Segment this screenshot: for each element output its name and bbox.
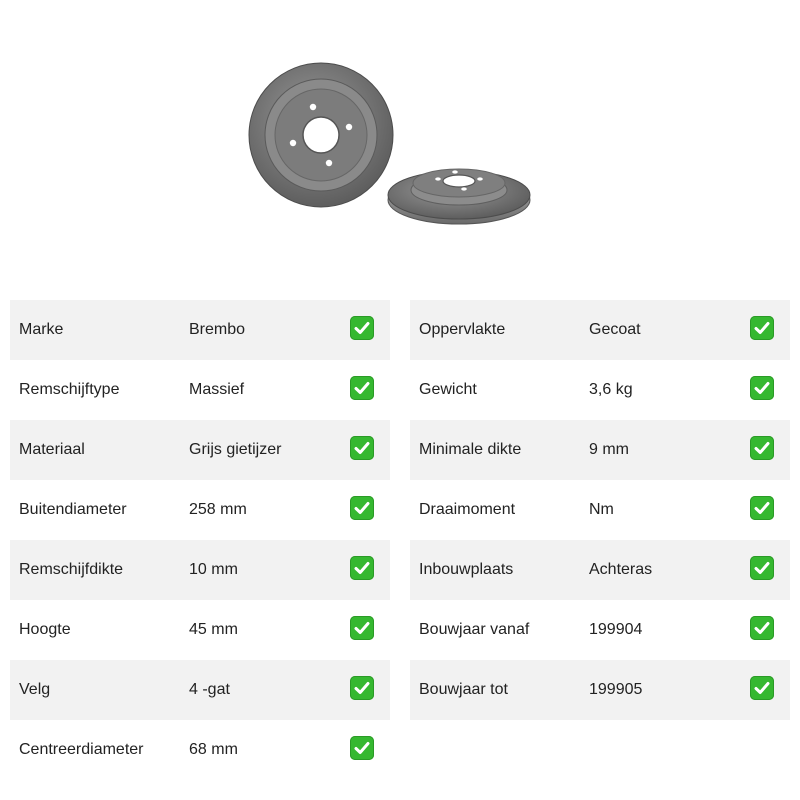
- spec-value: Nm: [589, 501, 614, 518]
- spec-label: Hoogte: [19, 621, 71, 638]
- spec-row-remschijfdikte: [10, 540, 390, 600]
- spec-label: Materiaal: [19, 441, 85, 458]
- spec-row-oppervlakte: [410, 300, 790, 360]
- spec-label: Gewicht: [419, 381, 477, 398]
- green-check-icon: [750, 436, 774, 460]
- spec-value: 10 mm: [189, 561, 238, 578]
- spec-row-marke: [10, 300, 390, 360]
- spec-row-bouwjaar-vanaf: [410, 600, 790, 660]
- spec-label: Marke: [19, 321, 64, 338]
- green-check-icon: [350, 376, 374, 400]
- spec-row-materiaal: [10, 420, 390, 480]
- spec-value: 3,6 kg: [589, 381, 633, 398]
- spec-row-inbouwplaats: [410, 540, 790, 600]
- spec-row-remschijftype: [10, 360, 390, 420]
- brake-disc-pair-icon: [240, 55, 540, 235]
- spec-label: Inbouwplaats: [419, 561, 514, 578]
- spec-label: Centreerdiameter: [19, 741, 144, 758]
- spec-table-left: [10, 300, 390, 780]
- spec-row-buitendiameter: [10, 480, 390, 540]
- spec-value: 68 mm: [189, 741, 238, 758]
- brake-disc-product-image: [240, 55, 540, 235]
- green-check-icon: [350, 316, 374, 340]
- spec-row-minimale-dikte: [410, 420, 790, 480]
- spec-value: 199905: [589, 681, 643, 698]
- green-check-icon: [350, 616, 374, 640]
- spec-value: Gecoat: [589, 321, 641, 338]
- spec-table-right: [410, 300, 790, 720]
- spec-label: Remschijfdikte: [19, 561, 124, 578]
- green-check-icon: [350, 436, 374, 460]
- spec-row-bouwjaar-tot: [410, 660, 790, 720]
- spec-value: 9 mm: [589, 441, 629, 458]
- spec-value: 45 mm: [189, 621, 238, 638]
- spec-row-velg: [10, 660, 390, 720]
- spec-value: Massief: [189, 381, 245, 398]
- spec-value: 258 mm: [189, 501, 247, 518]
- spec-label: Minimale dikte: [419, 441, 522, 458]
- spec-label: Remschijftype: [19, 381, 120, 398]
- spec-row-hoogte: [10, 600, 390, 660]
- spec-label: Bouwjaar tot: [419, 681, 508, 698]
- spec-row-centreerdiameter: [10, 720, 390, 780]
- green-check-icon: [350, 676, 374, 700]
- green-check-icon: [750, 676, 774, 700]
- spec-value: 199904: [589, 621, 643, 638]
- spec-row-gewicht: [410, 360, 790, 420]
- spec-label: Buitendiameter: [19, 501, 127, 518]
- spec-label: Bouwjaar vanaf: [419, 621, 530, 638]
- spec-value: 4 -gat: [189, 681, 230, 698]
- spec-value: Brembo: [189, 321, 246, 338]
- green-check-icon: [350, 496, 374, 520]
- spec-label: Oppervlakte: [419, 321, 506, 338]
- spec-row-draaimoment: [410, 480, 790, 540]
- green-check-icon: [750, 616, 774, 640]
- spec-label: Velg: [19, 681, 51, 698]
- green-check-icon: [750, 496, 774, 520]
- green-check-icon: [350, 556, 374, 580]
- green-check-icon: [350, 736, 374, 760]
- green-check-icon: [750, 556, 774, 580]
- green-check-icon: [750, 316, 774, 340]
- spec-label: Draaimoment: [419, 501, 516, 518]
- green-check-icon: [750, 376, 774, 400]
- spec-value: Achteras: [589, 561, 653, 578]
- spec-value: Grijs gietijzer: [189, 441, 282, 458]
